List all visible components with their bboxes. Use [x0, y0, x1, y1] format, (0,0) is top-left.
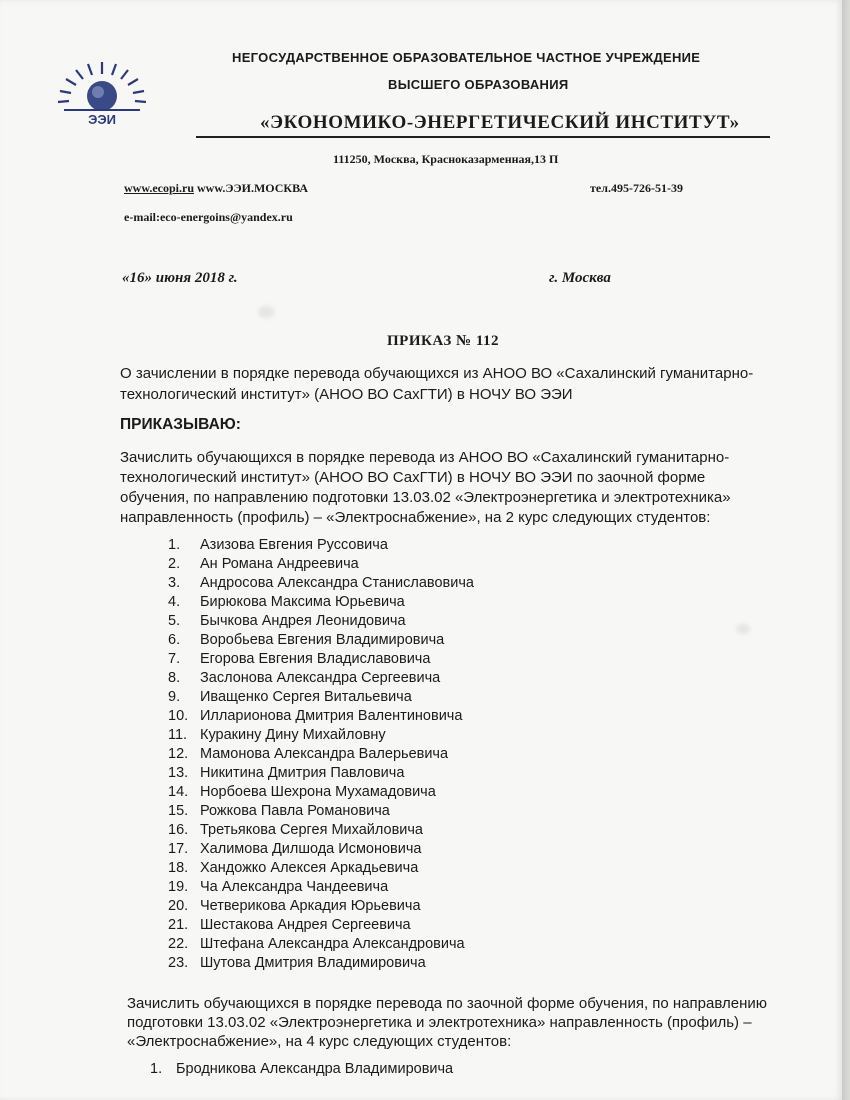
website-links — [124, 181, 308, 196]
student-list-item — [168, 555, 474, 574]
student-number: 22. — [168, 936, 189, 952]
para1-line-1: Зачислить обучающихся в порядке перевода из АНОО ВО «Сахалинский гуманитарно- — [120, 449, 730, 466]
header-divider — [196, 136, 770, 138]
student-number: 12. — [168, 746, 189, 762]
student-list-item — [168, 707, 474, 726]
student-list-item — [168, 764, 474, 783]
student-list-item — [150, 1060, 453, 1079]
student-number: 23. — [168, 955, 189, 971]
student-name: Бычкова Андрея Леонидовича — [200, 613, 406, 629]
student-name: Шутова Дмитрия Владимировича — [200, 955, 426, 971]
student-name: Заслонова Александра Сергеевича — [200, 670, 441, 686]
para1-line-3: обучения, по направлению подготовки 13.03.02 «Электроэнергетика и электротехника» — [120, 489, 731, 506]
student-name: Рожкова Павла Романовича — [200, 803, 390, 819]
student-number: 7. — [168, 651, 181, 667]
website-link-1[interactable]: www.ecopi.ru — [124, 181, 194, 195]
student-list-item — [168, 878, 474, 897]
scan-smudge — [258, 306, 274, 318]
student-name: Шестакова Андрея Сергеевича — [200, 917, 411, 933]
org-line-2: ВЫСШЕГО ОБРАЗОВАНИЯ — [388, 77, 569, 92]
student-list-item — [168, 688, 474, 707]
student-name: Третьякова Сергея Михайловича — [200, 822, 423, 838]
student-name: Воробьева Евгения Владимировича — [200, 632, 445, 648]
student-number: 6. — [168, 632, 181, 648]
student-list-item — [168, 840, 474, 859]
student-list-item — [168, 859, 474, 878]
student-list-item — [168, 897, 474, 916]
email[interactable]: e-mail:eco-energoins@yandex.ru — [124, 210, 293, 224]
student-name: Егорова Евгения Владиславовича — [200, 651, 431, 667]
student-name: Штефана Александра Александровича — [200, 936, 465, 952]
student-number: 13. — [168, 765, 189, 781]
student-name: Мамонова Александра Валерьевича — [200, 746, 449, 762]
student-name: Норбоева Шехрона Мухамадовича — [200, 784, 436, 800]
student-list-item — [168, 745, 474, 764]
logo-text: ЭЭИ — [88, 112, 116, 127]
student-list-item — [168, 802, 474, 821]
student-number: 3. — [168, 575, 181, 591]
student-name: Халимова Дилшода Исмоновича — [200, 841, 422, 857]
student-name: Андросова Александра Станиславовича — [200, 575, 474, 591]
student-list-item — [168, 612, 474, 631]
order-word: ПРИКАЗЫВАЮ: — [120, 416, 241, 433]
subject-line-2: технологический институт» (АНОО ВО СахГТИ) в НОЧУ ВО ЭЭИ — [120, 386, 573, 403]
order-title: ПРИКАЗ № 112 — [387, 333, 499, 349]
scan-smudge — [736, 624, 750, 634]
student-name: Хандожко Алексея Аркадьевича — [200, 860, 419, 876]
student-list-item — [168, 726, 474, 745]
student-number: 11. — [168, 727, 188, 743]
student-list-item — [168, 954, 474, 973]
phone: тел.495-726-51-39 — [590, 181, 683, 195]
student-name: Бродникова Александра Владимировича — [176, 1061, 454, 1077]
student-number: 8. — [168, 670, 181, 686]
para2-line-1: Зачислить обучающихся в порядке перевода по заочной форме обучения, по направлению — [127, 995, 767, 1012]
student-number: 14. — [168, 784, 189, 800]
student-number: 10. — [168, 708, 189, 724]
student-name: Азизова Евгения Руссовича — [200, 537, 388, 553]
student-list-item — [168, 631, 474, 650]
student-number: 20. — [168, 898, 189, 914]
para2-line-3: «Электроснабжение», на 4 курс следующих студентов: — [127, 1033, 512, 1050]
order-city: г. Москва — [549, 270, 611, 286]
student-list-item — [168, 536, 474, 555]
student-number: 19. — [168, 879, 189, 895]
student-name: Четверикова Аркадия Юрьевича — [200, 898, 421, 914]
student-name: Ан Романа Андреевича — [200, 556, 359, 572]
student-list-item — [168, 935, 474, 954]
student-list-item — [168, 669, 474, 688]
student-name: Иващенко Сергея Витальевича — [200, 689, 412, 705]
student-number: 18. — [168, 860, 189, 876]
student-name: Ча Александра Чандеевича — [200, 879, 389, 895]
student-number: 21. — [168, 917, 189, 933]
student-number: 9. — [168, 689, 181, 705]
student-number: 1. — [168, 537, 181, 553]
institute-logo — [52, 58, 152, 130]
student-list-item — [168, 593, 474, 612]
para1-line-2: технологический институт» (АНОО ВО СахГТИ) в НОЧУ ВО ЭЭИ по заочной форме — [120, 469, 706, 486]
student-list-item — [168, 783, 474, 802]
para1-line-4: направленность (профиль) – «Электроснабжение», на 2 курс следующих студентов: — [120, 509, 711, 526]
students-course4-list — [150, 1060, 453, 1079]
student-number: 1. — [150, 1061, 163, 1077]
student-number: 17. — [168, 841, 189, 857]
student-number: 16. — [168, 822, 189, 838]
student-name: Илларионова Дмитрия Валентиновича — [200, 708, 463, 724]
student-name: Куракину Дину Михайловну — [200, 727, 386, 743]
student-list-item — [168, 574, 474, 593]
institute-name: «ЭКОНОМИКО-ЭНЕРГЕТИЧЕСКИЙ ИНСТИТУТ» — [260, 112, 740, 133]
student-number: 4. — [168, 594, 181, 610]
students-course2-list — [168, 536, 474, 973]
student-number: 15. — [168, 803, 189, 819]
student-list-item — [168, 916, 474, 935]
para2-line-2: подготовки 13.03.02 «Электроэнергетика и электротехника» направленность (профиль) – — [127, 1014, 752, 1031]
website-link-2[interactable]: www.ЭЭИ.МОСКВА — [197, 181, 309, 195]
scan-edge — [842, 0, 850, 1100]
address: 111250, Москва, Красноказарменная,13 П — [333, 152, 559, 166]
student-name: Никитина Дмитрия Павловича — [200, 765, 405, 781]
student-list-item — [168, 650, 474, 669]
student-number: 2. — [168, 556, 181, 572]
student-list-item — [168, 821, 474, 840]
org-line-1: НЕГОСУДАРСТВЕННОЕ ОБРАЗОВАТЕЛЬНОЕ ЧАСТНОЕ УЧРЕЖДЕНИЕ — [232, 50, 701, 65]
student-name: Бирюкова Максима Юрьевича — [200, 594, 405, 610]
subject-line-1: О зачислении в порядке перевода обучающихся из АНОО ВО «Сахалинский гуманитарно- — [120, 365, 754, 382]
order-date: «16» июня 2018 г. — [122, 270, 238, 286]
student-number: 5. — [168, 613, 181, 629]
